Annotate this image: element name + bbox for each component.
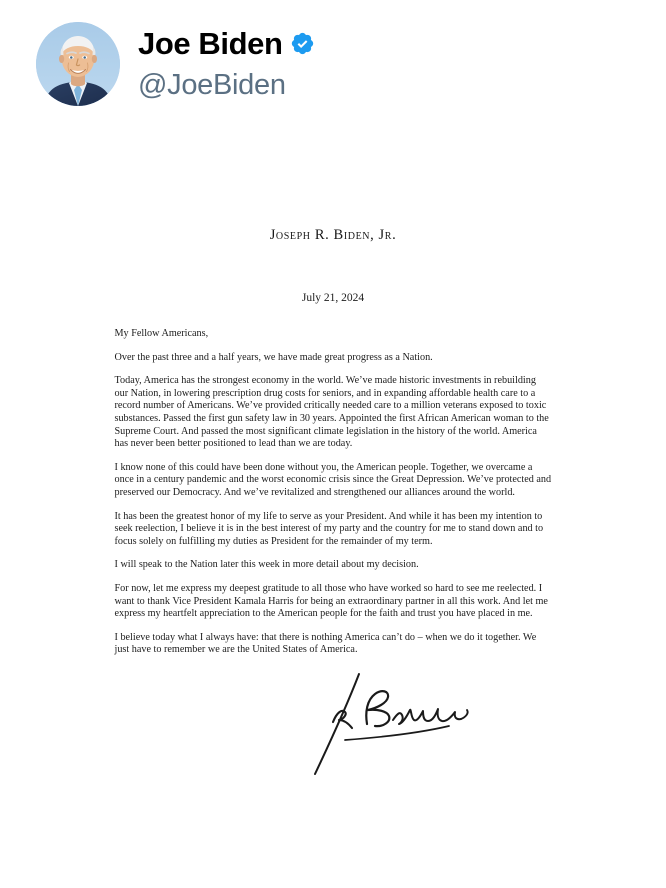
avatar-portrait-icon xyxy=(36,22,120,106)
tweet-profile-header xyxy=(0,0,666,140)
letter-paragraph: Today, America has the strongest economy in the world. We’ve made historic investments in rebuilding our Nation, in lowering prescription drug costs for seniors, and in expanding affordable health care to a record number of Americans. We’ve provided critically needed care to a million veterans exposed to toxic substances. Passed the first gun safety law in 30 years. Appointed the first African American woman to the Supreme Court. And passed the most significant climate legislation in the history of the world. America has never been better positioned to lead than we are today. xyxy=(114,375,549,450)
letter-paragraph: I know none of this could have been done without you, the American people. Together, we overcame a once in a century pandemic and the worst economic crisis since the Great Depression. We’ve protected and preserved our Democracy. And we’ve revitalized and strengthened our alliances around the world. xyxy=(114,461,552,498)
letter-paragraph: For now, let me express my deepest gratitude to all those who have worked so hard to see me reelected. I want to thank Vice President Kamala Harris for being an extraordinary partner in all this work. And let me express my heartfelt appreciation to the American people for the faith and trust you have placed in me. xyxy=(114,582,548,620)
letter-body xyxy=(115,328,552,657)
letter-paragraph: My Fellow Americans, xyxy=(114,328,209,339)
letter-date: July 21, 2024 xyxy=(301,292,365,304)
profile-identity xyxy=(138,22,315,100)
display-name: Joe Biden xyxy=(138,25,283,61)
verified-badge-icon xyxy=(290,31,315,56)
avatar[interactable] xyxy=(36,22,120,106)
letter-paragraph: I believe today what I always have: that there is nothing America can’t do – when we do it together. We just have to remember we are the United States of America. xyxy=(114,631,537,656)
letter-paragraph: It has been the greatest honor of my life to serve as your President. And while it has been my intention to seek reelection, I believe it is in the best interest of my party and the country for me to stand down and to focus solely on fulfilling my duties as President for the remainder of my term. xyxy=(114,510,544,547)
handwritten-signature-icon xyxy=(297,668,497,783)
letterhead-name: Joseph R. Biden, Jr. xyxy=(269,227,397,243)
display-name-row xyxy=(138,24,315,62)
resignation-letter-document xyxy=(0,140,666,888)
profile-handle[interactable]: @JoeBiden xyxy=(138,69,286,101)
signature-area xyxy=(115,668,552,788)
letter-paragraph: Over the past three and a half years, we have made great progress as a Nation. xyxy=(114,351,433,363)
letter-paragraph: I will speak to the Nation later this week in more detail about my decision. xyxy=(114,559,419,571)
